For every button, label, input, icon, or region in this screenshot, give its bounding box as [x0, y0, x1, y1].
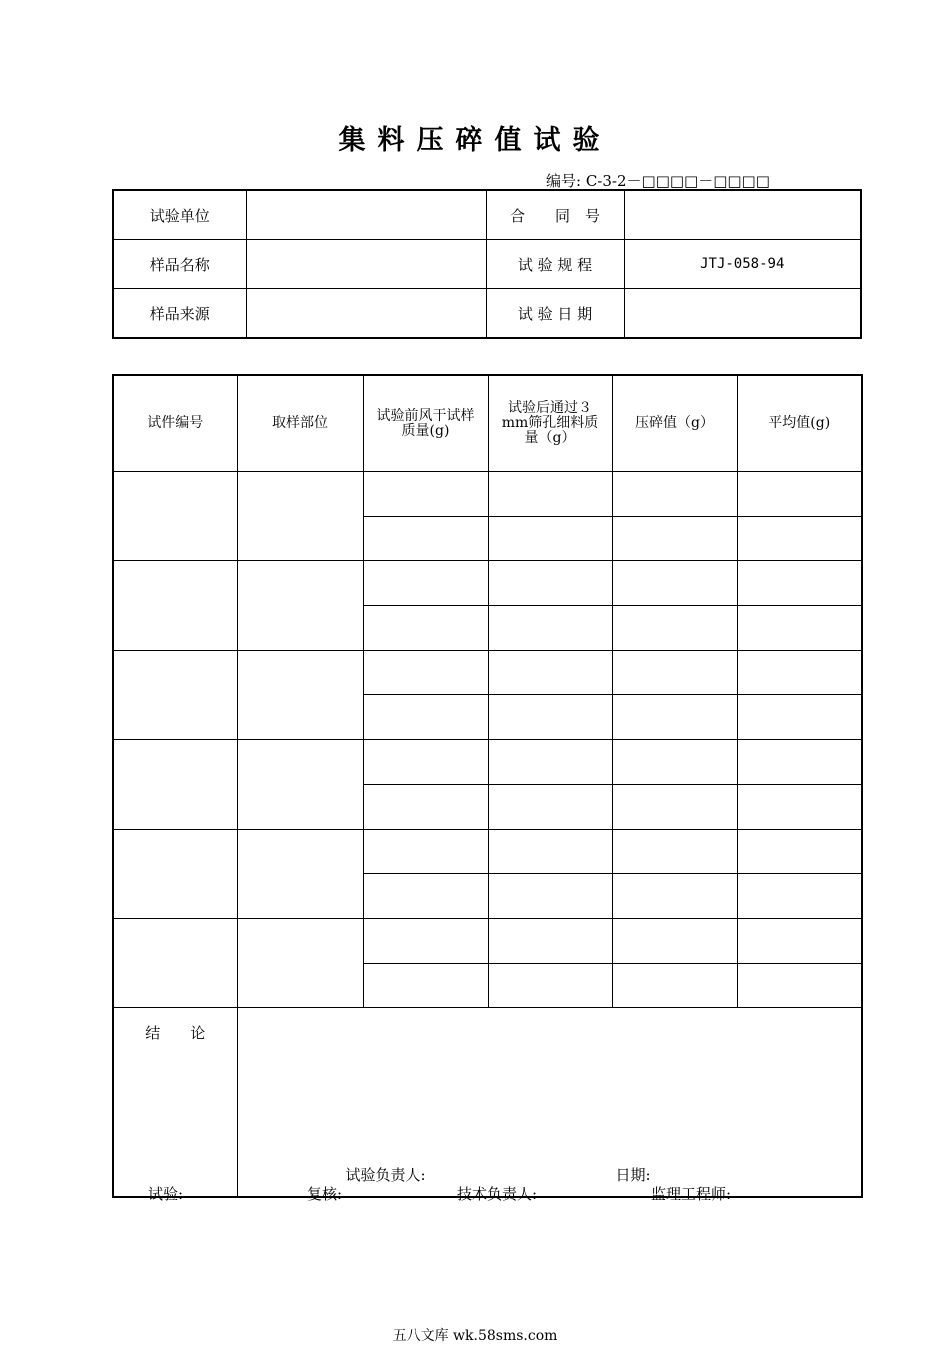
mass-after-cell[interactable] [488, 650, 612, 695]
table-row [113, 561, 862, 606]
mass-before-cell[interactable] [363, 516, 488, 561]
average-cell[interactable] [737, 561, 862, 606]
header-mass-before: 试验前风干试样质量(g) [363, 375, 488, 472]
mass-after-cell[interactable] [488, 874, 612, 919]
mass-after-cell[interactable] [488, 963, 612, 1008]
unit-label: 试验单位 [113, 190, 246, 240]
average-cell[interactable] [737, 784, 862, 829]
mass-after-cell[interactable] [488, 918, 612, 963]
mass-before-cell[interactable] [363, 472, 488, 517]
table-row [113, 918, 862, 963]
crush-value-cell[interactable] [612, 650, 737, 695]
procedure-field[interactable]: JTJ-058-94 [624, 240, 861, 289]
page-title: 集料压碎值试验 [338, 125, 612, 156]
header-mass-after: 试验后通过３mm筛孔细料质量（g） [488, 375, 612, 472]
mass-before-cell[interactable] [363, 874, 488, 919]
average-cell[interactable] [737, 874, 862, 919]
mass-after-cell[interactable] [488, 606, 612, 651]
mass-after-cell[interactable] [488, 516, 612, 561]
crush-value-cell[interactable] [612, 784, 737, 829]
table-header-row [113, 375, 862, 472]
table-row [113, 740, 862, 785]
table-row [113, 472, 862, 517]
footer-supervisor-label: 监理工程师: [651, 1185, 732, 1203]
sampling-location-cell[interactable] [237, 918, 363, 1007]
average-cell[interactable] [737, 472, 862, 517]
crush-value-cell[interactable] [612, 740, 737, 785]
conclusion-field[interactable] [237, 1008, 862, 1198]
mass-after-cell[interactable] [488, 472, 612, 517]
sampling-location-cell[interactable] [237, 829, 363, 918]
average-cell[interactable] [737, 963, 862, 1008]
average-cell[interactable] [737, 606, 862, 651]
conclusion-row [113, 1008, 862, 1198]
data-table [112, 374, 863, 1198]
crush-value-cell[interactable] [612, 918, 737, 963]
contract-field[interactable] [624, 190, 861, 240]
header-crush-value: 压碎值（g） [612, 375, 737, 472]
crush-value-cell[interactable] [612, 874, 737, 919]
mass-before-cell[interactable] [363, 784, 488, 829]
specimen-no-cell[interactable] [113, 472, 237, 561]
average-cell[interactable] [737, 650, 862, 695]
mass-after-cell[interactable] [488, 695, 612, 740]
watermark: 五八文库 wk.58sms.com [392, 1328, 558, 1344]
mass-before-cell[interactable] [363, 740, 488, 785]
crush-value-cell[interactable] [612, 472, 737, 517]
mass-after-cell[interactable] [488, 829, 612, 874]
mass-after-cell[interactable] [488, 561, 612, 606]
footer-test-label: 试验: [148, 1185, 184, 1203]
unit-field[interactable] [246, 190, 486, 240]
header-average: 平均值(g) [737, 375, 862, 472]
crush-value-cell[interactable] [612, 606, 737, 651]
specimen-no-cell[interactable] [113, 829, 237, 918]
mass-before-cell[interactable] [363, 829, 488, 874]
specimen-no-cell[interactable] [113, 918, 237, 1007]
sample-name-field[interactable] [246, 240, 486, 289]
conclusion-label: 结 论 [113, 1008, 237, 1198]
header-sampling-location: 取样部位 [237, 375, 363, 472]
mass-before-cell[interactable] [363, 606, 488, 651]
mass-before-cell[interactable] [363, 695, 488, 740]
average-cell[interactable] [737, 829, 862, 874]
sampling-location-cell[interactable] [237, 740, 363, 829]
crush-value-cell[interactable] [612, 829, 737, 874]
average-cell[interactable] [737, 516, 862, 561]
info-table [112, 189, 862, 339]
mass-before-cell[interactable] [363, 561, 488, 606]
crush-value-cell[interactable] [612, 561, 737, 606]
sample-source-label: 样品来源 [113, 289, 246, 339]
footer-tech-lead-label: 技术负责人: [457, 1185, 538, 1203]
date-field[interactable] [624, 289, 861, 339]
average-cell[interactable] [737, 740, 862, 785]
contract-label: 合 同 号 [486, 190, 624, 240]
table-row [113, 650, 862, 695]
footer-review-label: 复核: [307, 1185, 343, 1203]
specimen-no-cell[interactable] [113, 650, 237, 739]
tester-sign-label: 试验负责人: [345, 1166, 426, 1185]
conclusion-date-label: 日期: [615, 1166, 651, 1185]
specimen-no-cell[interactable] [113, 740, 237, 829]
sampling-location-cell[interactable] [237, 561, 363, 650]
crush-value-cell[interactable] [612, 695, 737, 740]
table-row [113, 829, 862, 874]
mass-after-cell[interactable] [488, 784, 612, 829]
average-cell[interactable] [737, 695, 862, 740]
sample-source-field[interactable] [246, 289, 486, 339]
header-specimen-no: 试件编号 [113, 375, 237, 472]
average-cell[interactable] [737, 918, 862, 963]
mass-before-cell[interactable] [363, 918, 488, 963]
sampling-location-cell[interactable] [237, 650, 363, 739]
mass-after-cell[interactable] [488, 740, 612, 785]
sampling-location-cell[interactable] [237, 472, 363, 561]
sample-name-label: 样品名称 [113, 240, 246, 289]
procedure-label: 试 验 规 程 [486, 240, 624, 289]
crush-value-cell[interactable] [612, 516, 737, 561]
crush-value-cell[interactable] [612, 963, 737, 1008]
mass-before-cell[interactable] [363, 963, 488, 1008]
specimen-no-cell[interactable] [113, 561, 237, 650]
date-label: 试 验 日 期 [486, 289, 624, 339]
form-code: 编号: C-3-2－□□□□－□□□□ [546, 172, 770, 190]
mass-before-cell[interactable] [363, 650, 488, 695]
